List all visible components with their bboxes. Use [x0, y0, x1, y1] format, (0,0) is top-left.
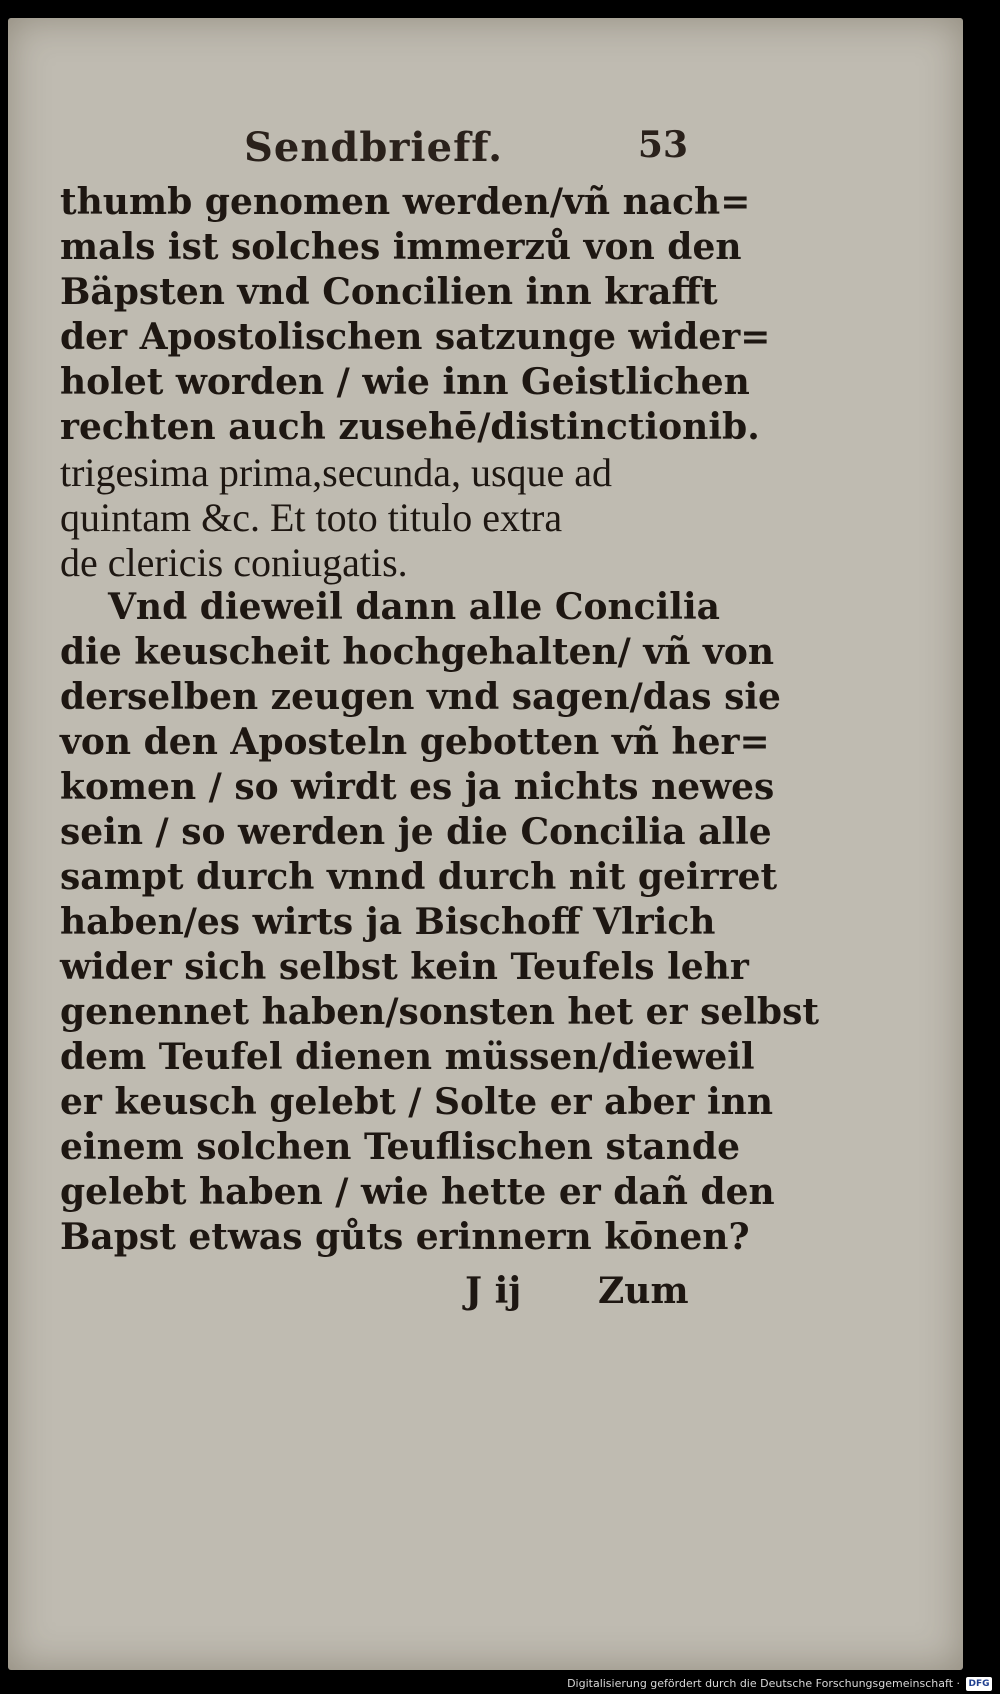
text-line: holet worden / wie inn Geistlichen [60, 361, 750, 403]
text-line: Bäpsten vnd Concilien inn krafft [60, 271, 718, 313]
text-line: de clericis coniugatis. [60, 540, 408, 585]
running-head: Sendbrieff. [244, 124, 503, 171]
body-text [60, 180, 819, 1260]
text-line: haben/es wirts ja Bischoff Vlrich [60, 901, 716, 943]
text-line: thumb genomen werden/vñ nach= [60, 181, 751, 223]
text-line: komen / so wirdt es ja nichts newes [60, 766, 775, 808]
text-line: Vnd dieweil dann alle Concilia [108, 586, 720, 628]
text-line: der Apostolischen satzunge wider= [60, 316, 771, 358]
text-line: wider sich selbst kein Teufels lehr [60, 946, 749, 988]
text-line: sein / so werden je die Concilia alle [60, 811, 772, 853]
text-line: dem Teufel dienen müssen/dieweil [60, 1036, 755, 1078]
text-line: von den Aposteln gebotten vñ her= [60, 721, 770, 763]
book-page [8, 18, 963, 1670]
text-line: quintam &c. Et toto titulo extra [60, 495, 563, 540]
text-line: rechten auch zusehē/distinctionib. [60, 406, 760, 448]
catchword: Zum [598, 1270, 689, 1312]
text-line: gelebt haben / wie hette er dañ den [60, 1171, 775, 1213]
text-line: er keusch gelebt / Solte er aber inn [60, 1081, 774, 1123]
text-line: einem solchen Teuflischen stande [60, 1126, 740, 1168]
text-line: Bapst etwas gůts erinnern kōnen? [60, 1216, 750, 1258]
text-line: die keuscheit hochgehalten/ vñ von [60, 631, 775, 673]
text-line: trigesima prima,secunda, usque ad [60, 450, 613, 495]
text-line: sampt durch vnnd durch nit geirret [60, 856, 778, 898]
footer-bar [0, 1670, 1000, 1694]
catchline [60, 1270, 700, 1315]
text-line: genennet haben/sonsten het er selbst [60, 991, 819, 1033]
text-line: mals ist solches immerzů von den [60, 226, 742, 268]
page-number: 53 [637, 124, 688, 166]
footer-credit: Digitalisierung gefördert durch die Deutsche Forschungsgemeinschaft · [567, 1677, 960, 1690]
page-header [60, 118, 700, 180]
text-block [60, 118, 819, 1315]
dfg-logo-text: DFG [968, 1679, 990, 1689]
dfg-logo [966, 1677, 992, 1691]
text-line: derselben zeugen vnd sagen/das sie [60, 676, 781, 718]
signature-mark: J ij [465, 1270, 522, 1312]
